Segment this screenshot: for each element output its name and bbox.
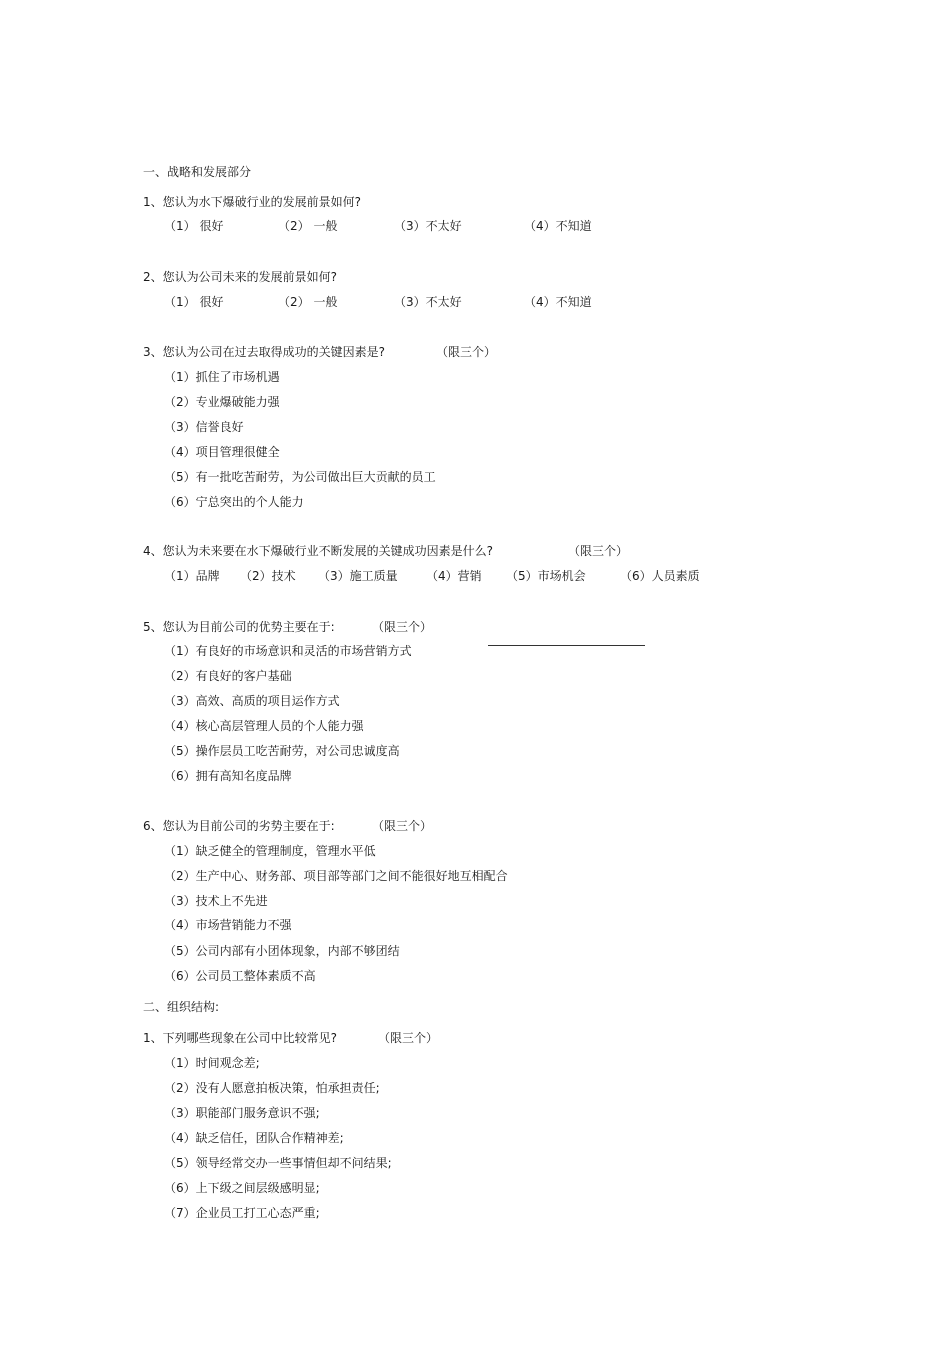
section-1-title: 一、战略和发展部分 <box>143 165 252 179</box>
q5-option-4[interactable]: （4）核心高层管理人员的个人能力强 <box>164 719 364 733</box>
q6-option-1[interactable]: （1）缺乏健全的管理制度，管理水平低 <box>164 844 376 858</box>
q6-option-2[interactable]: （2）生产中心、财务部、项目部等部门之间不能很好地互相配合 <box>164 869 508 883</box>
section-2-question-1-text: 1、下列哪些现象在公司中比较常见? <box>143 1031 338 1045</box>
q2-option-1[interactable]: （1） 很好 <box>164 295 224 309</box>
q4-option-1[interactable]: （1）品牌 <box>164 569 220 583</box>
q6-option-5[interactable]: （5）公司内部有小团体现象，内部不够团结 <box>164 944 400 958</box>
q3-option-6[interactable]: （6）宁总突出的个人能力 <box>164 495 304 509</box>
q2-option-3[interactable]: （3）不太好 <box>394 295 462 309</box>
underline-rule <box>488 645 645 646</box>
q4-option-6[interactable]: （6）人员素质 <box>620 569 700 583</box>
q4-option-4[interactable]: （4）营销 <box>426 569 482 583</box>
q1-option-3[interactable]: （3）不太好 <box>394 219 462 233</box>
question-3-text: 3、您认为公司在过去取得成功的关键因素是? <box>143 345 386 359</box>
s2q1-limit: （限三个） <box>378 1031 439 1045</box>
q1-option-2[interactable]: （2） 一般 <box>278 219 338 233</box>
q1-option-4[interactable]: （4）不知道 <box>524 219 592 233</box>
q5-option-3[interactable]: （3）高效、高质的项目运作方式 <box>164 694 340 708</box>
q2-option-4[interactable]: （4）不知道 <box>524 295 592 309</box>
s2q1-option-5[interactable]: （5）领导经常交办一些事情但却不问结果; <box>164 1156 392 1170</box>
s2q1-option-4[interactable]: （4）缺乏信任，团队合作精神差; <box>164 1131 344 1145</box>
q6-option-6[interactable]: （6）公司员工整体素质不高 <box>164 969 316 983</box>
q4-option-3[interactable]: （3）施工质量 <box>318 569 398 583</box>
q3-option-4[interactable]: （4）项目管理很健全 <box>164 445 280 459</box>
q5-option-5[interactable]: （5）操作层员工吃苦耐劳，对公司忠诚度高 <box>164 744 400 758</box>
q3-limit: （限三个） <box>436 345 497 359</box>
q5-option-2[interactable]: （2）有良好的客户基础 <box>164 669 292 683</box>
s2q1-option-6[interactable]: （6）上下级之间层级感明显; <box>164 1181 320 1195</box>
q3-option-5[interactable]: （5）有一批吃苦耐劳，为公司做出巨大贡献的员工 <box>164 470 436 484</box>
q3-option-1[interactable]: （1）抓住了市场机遇 <box>164 370 280 384</box>
question-5-text: 5、您认为目前公司的优势主要在于: <box>143 620 335 634</box>
s2q1-option-1[interactable]: （1）时间观念差; <box>164 1056 260 1070</box>
question-4-text: 4、您认为未来要在水下爆破行业不断发展的关键成功因素是什么? <box>143 544 494 558</box>
section-2-title: 二、组织结构: <box>143 1000 220 1014</box>
question-2-text: 2、您认为公司未来的发展前景如何? <box>143 270 338 284</box>
q4-option-5[interactable]: （5）市场机会 <box>506 569 586 583</box>
q5-option-6[interactable]: （6）拥有高知名度品牌 <box>164 769 292 783</box>
q3-option-3[interactable]: （3）信誉良好 <box>164 420 244 434</box>
q6-option-4[interactable]: （4）市场营销能力不强 <box>164 918 292 932</box>
q4-option-2[interactable]: （2）技术 <box>240 569 296 583</box>
s2q1-option-2[interactable]: （2）没有人愿意拍板决策，怕承担责任; <box>164 1081 380 1095</box>
question-6-text: 6、您认为目前公司的劣势主要在于: <box>143 819 335 833</box>
q5-option-1[interactable]: （1）有良好的市场意识和灵活的市场营销方式 <box>164 644 412 658</box>
q5-limit: （限三个） <box>372 620 433 634</box>
q6-limit: （限三个） <box>372 819 433 833</box>
q3-option-2[interactable]: （2）专业爆破能力强 <box>164 395 280 409</box>
s2q1-option-3[interactable]: （3）职能部门服务意识不强; <box>164 1106 320 1120</box>
question-1-text: 1、您认为水下爆破行业的发展前景如何? <box>143 195 362 209</box>
q6-option-3[interactable]: （3）技术上不先进 <box>164 894 268 908</box>
q1-option-1[interactable]: （1） 很好 <box>164 219 224 233</box>
s2q1-option-7[interactable]: （7）企业员工打工心态严重; <box>164 1206 320 1220</box>
q2-option-2[interactable]: （2） 一般 <box>278 295 338 309</box>
q4-limit: （限三个） <box>568 544 629 558</box>
